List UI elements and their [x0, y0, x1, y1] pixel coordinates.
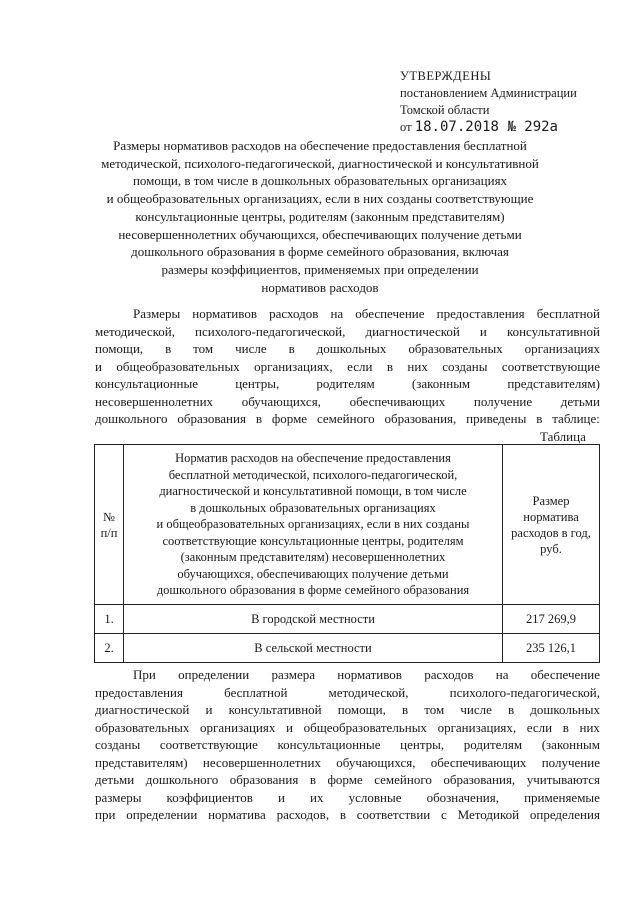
word: образования, — [443, 772, 516, 787]
final-line — [95, 719, 600, 737]
word: несовершеннолетних — [95, 393, 214, 409]
word: обеспечение — [530, 667, 600, 682]
word: в — [562, 719, 569, 735]
header-desc-line: Норматив расходов на обеспечение предоставления — [175, 451, 451, 466]
word: образования — [177, 411, 246, 426]
header-number-label: п/п — [100, 525, 118, 540]
word: общеобразовательных — [116, 358, 240, 374]
word: организациях — [524, 341, 600, 356]
final-line — [95, 736, 600, 754]
word: с — [441, 807, 447, 822]
word: бесплатной — [536, 306, 600, 321]
word: детьми — [95, 772, 135, 787]
word: созданы — [442, 358, 488, 374]
word: Методикой — [457, 807, 520, 822]
final-line — [95, 701, 600, 719]
word: определении — [178, 667, 250, 682]
word: них — [407, 358, 428, 374]
word: числе — [235, 341, 267, 356]
title-line: размеры коэффициентов, применяемых при определении — [161, 261, 479, 277]
word: в — [339, 807, 346, 822]
final-line — [95, 754, 600, 772]
approval-authority: постановлением Администрации — [400, 86, 577, 100]
table-row — [95, 634, 600, 663]
word: психолого-педагогической, — [195, 323, 346, 339]
word: образовательных — [95, 719, 190, 735]
title-line: консультационные центры, родителям (законным представителям) — [135, 208, 505, 224]
header-size-line: расходов в год, — [511, 525, 591, 540]
word: и — [277, 789, 285, 805]
intro-line — [95, 323, 600, 341]
title-line: несовершеннолетних обучающихся, обеспечивающих получение детьми — [118, 226, 522, 242]
word: центры, — [235, 376, 280, 391]
header-size-line: Размер — [532, 493, 570, 508]
word: образовательных — [408, 341, 503, 356]
row-value: 235 126,1 — [503, 634, 600, 663]
title-line: помощи, в том числе в дошкольных образовательных организациях — [132, 173, 508, 189]
word: нормативов — [337, 667, 402, 682]
norms-table — [94, 444, 600, 663]
table-caption: Таблица — [540, 429, 586, 444]
word: детьми — [560, 393, 600, 409]
word: расходов, — [276, 807, 330, 822]
intro-line — [95, 305, 600, 323]
header-desc-line: (законным представителям) несовершеннолетних — [180, 550, 446, 565]
row-description: В сельской местности — [124, 634, 503, 663]
header-desc-line: диагностической и консультативной помощи, в том числе — [159, 484, 467, 499]
word: дошкольных — [530, 702, 600, 717]
title-line: методической, психолого-педагогической, диагностической и консультативной — [101, 155, 539, 171]
word: в — [507, 702, 515, 717]
word: на — [495, 667, 509, 682]
word: форме — [271, 411, 308, 426]
word: психолого-педагогической, — [449, 684, 600, 700]
intro-line — [95, 410, 600, 428]
header-desc-line: и общеобразовательных организациях, если в них созданы — [156, 517, 470, 532]
word: в — [309, 772, 316, 787]
word: в — [536, 411, 543, 426]
word: дошкольного — [145, 772, 219, 787]
word: методической, — [95, 323, 175, 339]
word: родителям — [463, 737, 523, 752]
word: в — [386, 358, 393, 374]
word: обеспечивающих — [430, 754, 527, 770]
word: в — [401, 702, 409, 717]
word: обучающихся, — [241, 393, 321, 409]
word: диагностической — [95, 702, 190, 717]
header-size-line: норматива — [523, 509, 579, 524]
word: образования — [229, 772, 299, 787]
approval-heading: УТВЕРЖДЕНЫ — [400, 69, 492, 83]
header-number-symbol: № — [103, 509, 115, 524]
word: расходов — [269, 306, 319, 321]
word: и — [205, 702, 213, 717]
word: помощи, — [95, 341, 144, 356]
word: представителям) — [95, 754, 188, 770]
word: семейного — [374, 772, 432, 787]
word: предоставления — [436, 306, 525, 321]
document-title — [80, 137, 560, 296]
word: размера — [271, 667, 315, 682]
header-size-cell — [503, 445, 600, 605]
word: получение — [473, 393, 533, 409]
word: применяемые — [524, 789, 600, 805]
word: обучающихся, — [336, 754, 416, 770]
intro-line — [95, 375, 600, 393]
word: (законным — [411, 376, 471, 391]
title-line: и общеобразовательных организациях, если в них созданы соответствующие — [106, 191, 534, 207]
title-line: нормативов расходов — [261, 279, 379, 295]
row-value: 217 269,9 — [503, 605, 600, 634]
header-description-cell — [124, 445, 503, 605]
word: если — [526, 719, 553, 735]
word: центры, — [400, 737, 445, 752]
word: созданы — [95, 737, 141, 752]
word: консультационные — [277, 737, 381, 752]
word: организациях — [200, 719, 276, 735]
word: дошкольного — [95, 411, 168, 426]
header-size-line: руб. — [540, 541, 562, 556]
header-desc-line: обучающихся, обеспечивающих получение детьми — [177, 566, 449, 581]
word: и — [479, 323, 487, 339]
word: бесплатной — [224, 684, 288, 700]
word: соответствующие — [159, 737, 258, 752]
word: том — [193, 341, 214, 356]
word: и — [286, 719, 293, 735]
row-number: 2. — [95, 634, 124, 663]
header-desc-line: соответствующие консультационные центры, родителям — [162, 533, 464, 548]
word: организациях, — [437, 719, 517, 735]
word: том — [424, 702, 445, 717]
word: семейного — [316, 411, 375, 426]
word: определении — [126, 807, 198, 822]
header-desc-line: дошкольного образования в форме семейного образования — [156, 583, 470, 598]
word: обеспечивающих — [349, 393, 446, 409]
word: представителям) — [507, 376, 600, 391]
intro-line — [95, 340, 600, 358]
word: при — [95, 807, 116, 822]
final-line — [95, 789, 600, 807]
approval-date-line — [400, 119, 577, 136]
word: образования, — [384, 411, 457, 426]
approval-stamp — [400, 68, 577, 136]
word: получение — [541, 754, 600, 770]
approval-region: Томской области — [400, 103, 490, 117]
final-line — [95, 771, 600, 789]
word: методической, — [328, 684, 409, 700]
approval-date-prefix: от — [400, 120, 412, 134]
word: расходов — [424, 667, 474, 682]
word: приведены — [466, 411, 527, 426]
word: таблице: — [552, 411, 600, 426]
approval-date-number: 18.07.2018 № 292а — [414, 119, 558, 135]
final-paragraph — [95, 666, 600, 824]
intro-line — [95, 393, 600, 411]
word: Размеры — [133, 306, 181, 321]
header-number-cell — [95, 445, 124, 605]
final-line — [95, 806, 600, 824]
word: их — [310, 789, 324, 805]
final-line — [95, 666, 600, 684]
word: соответствующие — [501, 358, 600, 374]
word: размеры — [95, 789, 142, 805]
title-line: Размеры нормативов расходов на обеспечение предоставления бесплатной — [113, 138, 527, 153]
word: (законным — [541, 737, 600, 752]
word: обеспечение — [355, 306, 425, 321]
word: если — [347, 358, 373, 374]
word: коэффициентов — [166, 789, 253, 805]
word: учитываются — [526, 772, 600, 787]
word: нормативов — [192, 306, 257, 321]
title-line: дошкольного образования в форме семейного образования, включая — [131, 244, 509, 260]
word: на — [330, 306, 344, 321]
word: соответствии — [356, 807, 431, 822]
word: обозначения, — [426, 789, 499, 805]
word: определения — [529, 807, 600, 822]
word: диагностической — [365, 323, 460, 339]
word: условные — [348, 789, 402, 805]
word: и — [95, 358, 102, 374]
table-row — [95, 605, 600, 634]
header-desc-line: в дошкольных образовательных организациях — [190, 500, 436, 515]
word: консультативной — [506, 323, 600, 339]
word: консультативной — [228, 702, 322, 717]
word: форме — [327, 772, 363, 787]
header-desc-line: бесплатной методической, психолого-педагогической, — [168, 467, 458, 482]
final-line — [95, 684, 600, 702]
word: родителям — [316, 376, 375, 391]
word: норматива — [208, 807, 266, 822]
word: При — [133, 667, 156, 682]
word: организациях, — [254, 358, 333, 374]
word: общеобразовательных — [303, 719, 427, 735]
intro-line — [95, 358, 600, 376]
row-description: В городской местности — [124, 605, 503, 634]
word: в — [165, 341, 172, 356]
word: консультационные — [95, 376, 199, 391]
row-number: 1. — [95, 605, 124, 634]
word: числе — [460, 702, 492, 717]
word: дошкольных — [316, 341, 387, 356]
word: предоставления — [95, 684, 183, 700]
word: несовершеннолетних — [202, 754, 321, 770]
word: в — [288, 341, 295, 356]
table-header-row — [95, 445, 600, 605]
word: помощи, — [337, 702, 386, 717]
intro-paragraph — [95, 305, 600, 428]
word: в — [255, 411, 262, 426]
word: них — [579, 719, 600, 735]
